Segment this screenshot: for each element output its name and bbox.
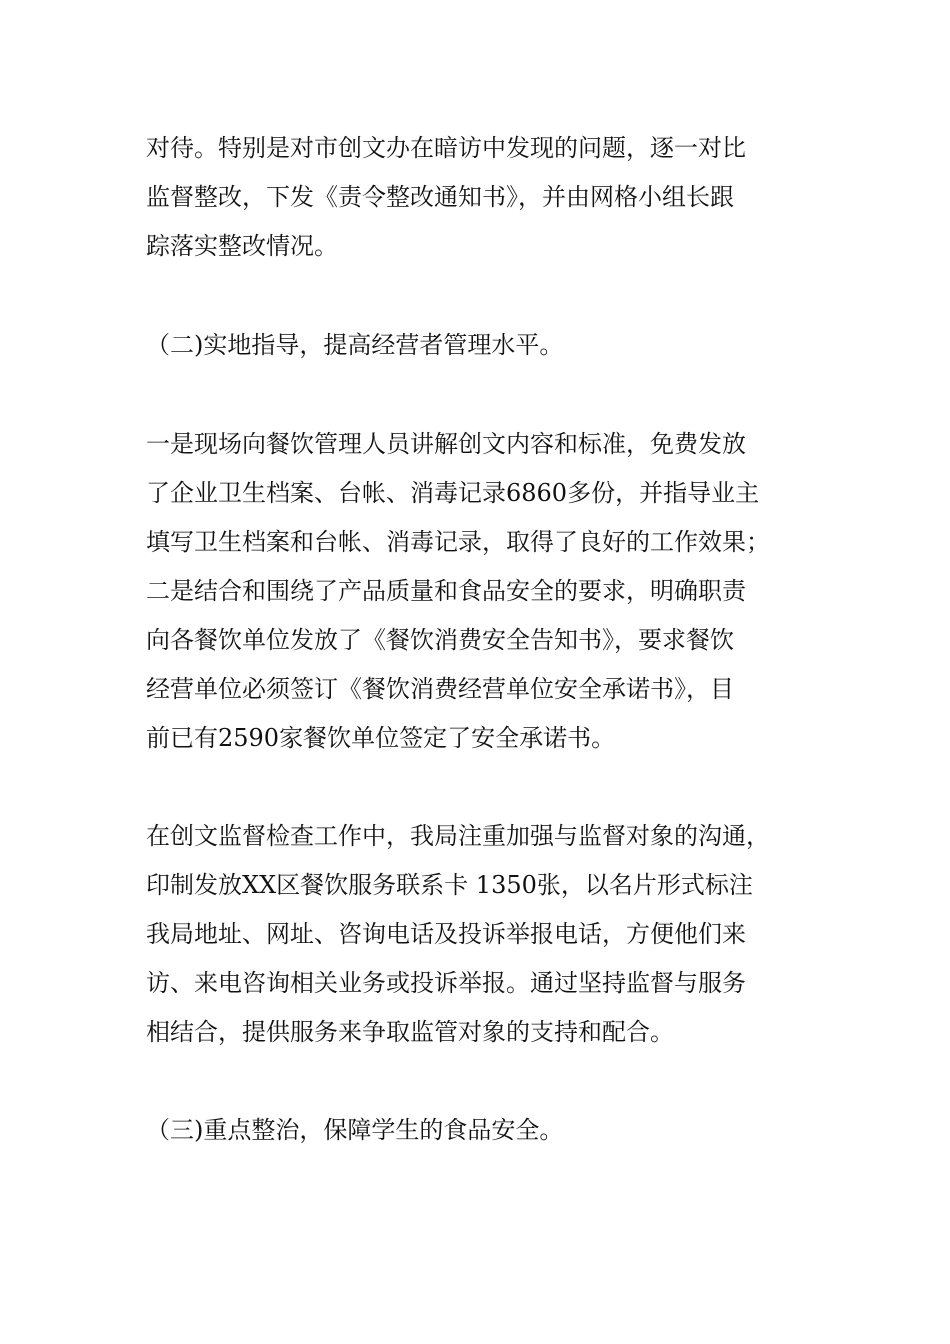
text-line: 相结合，提供服务来争取监管对象的支持和配合。: [146, 1018, 674, 1046]
section-heading-3: [146, 1106, 818, 1155]
text-line: 访、来电咨询相关业务或投诉举报。通过坚持监督与服务: [146, 969, 746, 997]
text-line: 一是现场向餐饮管理人员讲解创文内容和标准，免费发放: [146, 430, 746, 458]
text-line: 踪落实整改情况。: [146, 232, 338, 260]
text-line: 二是结合和围绕了产品质量和食品安全的要求，明确职责: [146, 577, 746, 605]
paragraph-spacer: [146, 271, 818, 321]
text-line: 填写卫生档案和台帐、消毒记录，取得了良好的工作效果；: [146, 528, 770, 556]
paragraph-4: [146, 812, 818, 1057]
heading-line: （三)重点整治，保障学生的食品安全。: [146, 1116, 564, 1144]
paragraph-1: [146, 124, 818, 271]
text-line: 了企业卫生档案、台帐、消毒记录6860多份，并指导业主: [146, 479, 760, 507]
text-line: 前已有2590家餐饮单位签定了安全承诺书。: [146, 724, 616, 752]
text-line: 在创文监督检查工作中，我局注重加强与监督对象的沟通，: [146, 822, 770, 850]
paragraph-spacer: [146, 370, 818, 420]
text-line: 对待。特别是对市创文办在暗访中发现的问题，逐一对比: [146, 134, 746, 162]
text-line: 向各餐饮单位发放了《餐饮消费安全告知书》，要求餐饮: [146, 626, 734, 654]
paragraph-spacer: [146, 1057, 818, 1106]
document-body: [146, 124, 818, 1155]
paragraph-3: [146, 420, 818, 763]
paragraph-spacer: [146, 763, 818, 812]
text-line: 印制发放XX区餐饮服务联系卡 1350张，以名片形式标注: [146, 871, 753, 899]
section-heading-2: [146, 321, 818, 370]
heading-line: （二)实地指导，提高经营者管理水平。: [146, 331, 564, 359]
text-line: 监督整改，下发《责令整改通知书》，并由网格小组长跟: [146, 183, 734, 211]
text-line: 我局地址、网址、咨询电话及投诉举报电话，方便他们来: [146, 920, 746, 948]
text-line: 经营单位必须签订《餐饮消费经营单位安全承诺书》，目: [146, 675, 734, 703]
